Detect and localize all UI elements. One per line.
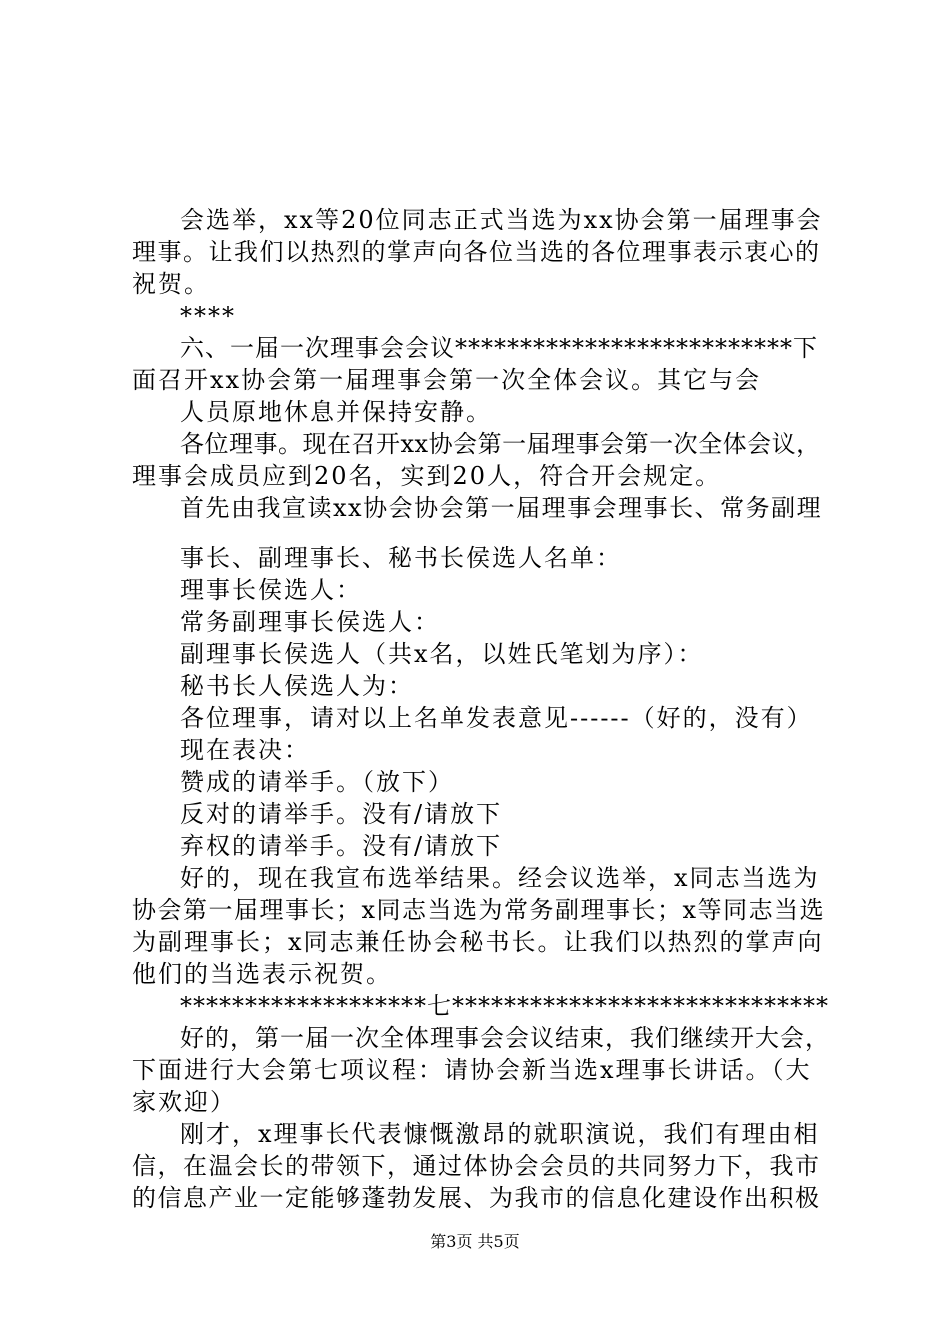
text-line: 他们的当选表示祝贺。 [132,960,392,988]
text-line: 秘书长人侯选人为： [180,672,414,700]
text-line: 好的，第一届一次全体理事会会议结束，我们继续开大会， [180,1024,830,1052]
text-line: 祝贺。 [132,270,210,298]
text-line: 六、一届一次理事会会议**************************下 [180,334,818,362]
text-line: 会选举，xx等20位同志正式当选为xx协会第一届理事会 [180,206,823,234]
text-line: 现在表决： [180,736,310,764]
text-line: 的信息产业一定能够蓬勃发展、为我市的信息化建设作出积极 [132,1184,821,1212]
text-line: 为副理事长；x同志兼任协会秘书长。让我们以热烈的掌声向 [132,928,824,956]
text-line: 副理事长侯选人（共x名，以姓氏笔划为序）： [180,640,704,668]
text-line: 赞成的请举手。（放下） [180,768,454,796]
text-line: 面召开xx协会第一届理事会第一次全体会议。其它与会 [132,366,762,394]
text-line: 各位理事。现在召开xx协会第一届理事会第一次全体会议， [180,430,821,458]
text-line: 弃权的请举手。没有/请放下 [180,832,503,860]
text-line: 首先由我宣读xx协会协会第一届理事会理事长、常务副理 [180,494,823,522]
text-line: 下面进行大会第七项议程：请协会新当选x理事长讲话。（大 [132,1056,812,1084]
text-line: 协会第一届理事长；x同志当选为常务副理事长；x等同志当选 [132,896,826,924]
text-line: 常务副理事长侯选人： [180,608,440,636]
text-line: *******************七***************************** [180,992,829,1020]
text-line: 人员原地休息并保持安静。 [180,398,492,426]
text-line: 反对的请举手。没有/请放下 [180,800,503,828]
text-line: 理事长侯选人： [180,576,362,604]
page-number-footer: 第3页 共5页 [430,1232,520,1251]
text-line: 刚才，x理事长代表慷慨激昂的就职演说，我们有理由相 [180,1120,820,1148]
text-line: 理事会成员应到20名，实到20人，符合开会规定。 [132,462,722,490]
text-line: 好的，现在我宣布选举结果。经会议选举，x同志当选为 [180,864,820,892]
text-line: 理事。让我们以热烈的掌声向各位当选的各位理事表示衷心的 [132,238,821,266]
text-line: 各位理事，请对以上名单发表意见------（好的，没有） [180,704,813,732]
text-line: **** [180,302,236,330]
text-line: 事长、副理事长、秘书长侯选人名单： [180,544,622,572]
text-line: 信，在温会长的带领下，通过体协会会员的共同努力下，我市 [132,1152,821,1180]
text-line: 家欢迎） [132,1088,236,1116]
